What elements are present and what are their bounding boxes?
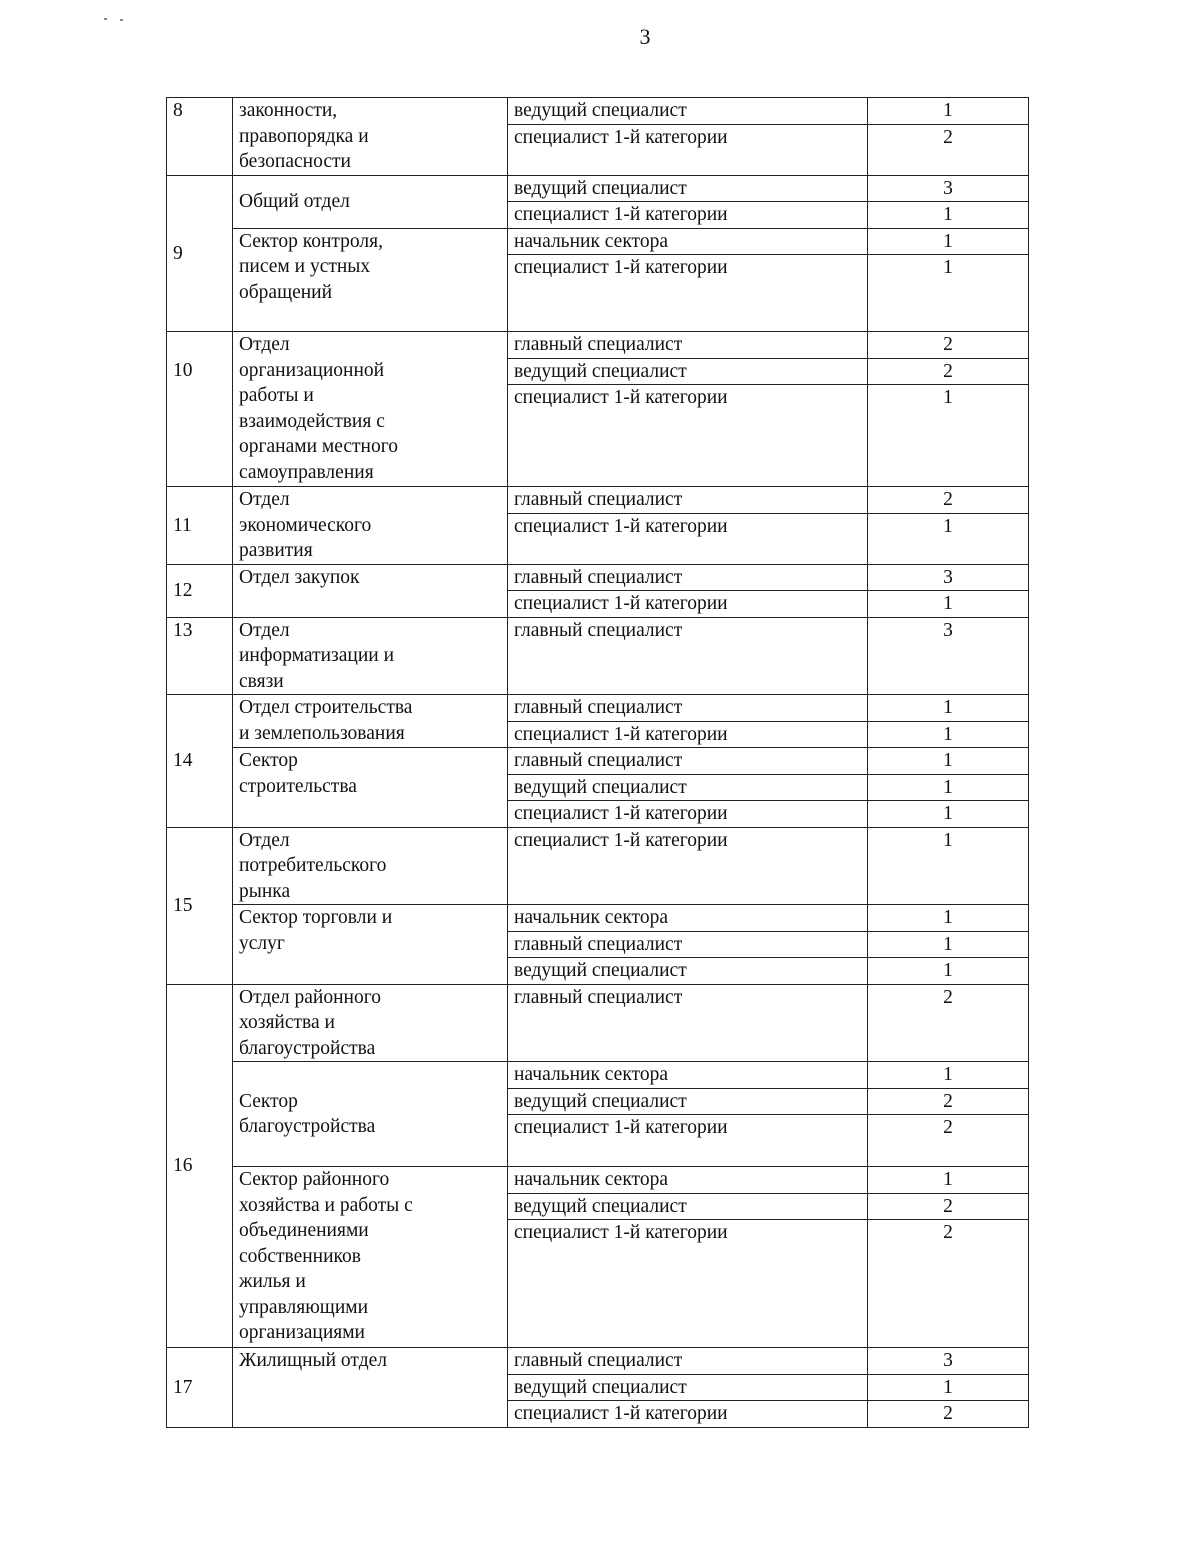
- row-number: 13: [167, 617, 233, 695]
- position-count: 2: [868, 1193, 1029, 1220]
- row-number: 10: [167, 332, 233, 487]
- position-title: специалист 1-й категории: [508, 202, 868, 229]
- position-title: специалист 1-й категории: [508, 513, 868, 564]
- position-title: главный специалист: [508, 1348, 868, 1375]
- position-count: 1: [868, 513, 1029, 564]
- position-count: 1: [868, 827, 1029, 905]
- position-title: главный специалист: [508, 617, 868, 695]
- position-count: 3: [868, 1348, 1029, 1375]
- table-row: [167, 1167, 1029, 1194]
- position-count: 1: [868, 591, 1029, 618]
- position-count: 1: [868, 801, 1029, 828]
- table-row: [167, 827, 1029, 905]
- table-row: [167, 1062, 1029, 1089]
- position-title: ведущий специалист: [508, 98, 868, 125]
- position-title: специалист 1-й категории: [508, 1220, 868, 1348]
- row-number: 9: [167, 175, 233, 332]
- position-count: 2: [868, 1220, 1029, 1348]
- position-count: 1: [868, 202, 1029, 229]
- position-title: главный специалист: [508, 564, 868, 591]
- table-row: [167, 564, 1029, 591]
- department-name: Отдел потребительского рынка: [233, 827, 508, 905]
- position-title: специалист 1-й категории: [508, 255, 868, 332]
- department-name: Общий отдел: [233, 175, 508, 228]
- position-title: ведущий специалист: [508, 175, 868, 202]
- position-count: 2: [868, 332, 1029, 359]
- position-count: 2: [868, 358, 1029, 385]
- position-title: главный специалист: [508, 931, 868, 958]
- position-count: 1: [868, 255, 1029, 332]
- position-count: 1: [868, 1374, 1029, 1401]
- row-number: 8: [167, 98, 233, 176]
- position-title: специалист 1-й категории: [508, 1115, 868, 1167]
- position-title: ведущий специалист: [508, 1193, 868, 1220]
- department-name: Отдел строительства и землепользования: [233, 695, 508, 748]
- department-name: Жилищный отдел: [233, 1348, 508, 1428]
- department-name: Сектор благоустройства: [233, 1062, 508, 1167]
- table-row: [167, 175, 1029, 202]
- department-name: Отдел экономического развития: [233, 487, 508, 565]
- position-count: 3: [868, 617, 1029, 695]
- position-title: ведущий специалист: [508, 958, 868, 985]
- department-name: Отдел организационной работы и взаимодействия с органами местного самоуправления: [233, 332, 508, 487]
- position-count: 1: [868, 695, 1029, 722]
- department-name: Сектор контроля, писем и устных обращений: [233, 228, 508, 332]
- row-number: 14: [167, 695, 233, 828]
- row-number: 11: [167, 487, 233, 565]
- position-count: 2: [868, 124, 1029, 175]
- position-count: 1: [868, 1167, 1029, 1194]
- position-count: 1: [868, 385, 1029, 487]
- scan-speck: [104, 18, 107, 20]
- table-row: [167, 695, 1029, 722]
- row-number: 16: [167, 984, 233, 1348]
- position-count: 1: [868, 905, 1029, 932]
- department-name: Сектор торговли и услуг: [233, 905, 508, 985]
- position-title: главный специалист: [508, 984, 868, 1062]
- table-row: [167, 98, 1029, 125]
- table-row: [167, 487, 1029, 514]
- row-number: 12: [167, 564, 233, 617]
- staffing-table: [166, 97, 1029, 1428]
- position-count: 1: [868, 721, 1029, 748]
- department-name: Сектор строительства: [233, 748, 508, 828]
- position-count: 3: [868, 175, 1029, 202]
- table-row: [167, 984, 1029, 1062]
- position-count: 2: [868, 984, 1029, 1062]
- row-number: 15: [167, 827, 233, 984]
- department-name: Отдел районного хозяйства и благоустройства: [233, 984, 508, 1062]
- position-title: ведущий специалист: [508, 1088, 868, 1115]
- department-name: Отдел закупок: [233, 564, 508, 617]
- position-title: специалист 1-й категории: [508, 827, 868, 905]
- position-title: специалист 1-й категории: [508, 801, 868, 828]
- position-title: начальник сектора: [508, 905, 868, 932]
- position-title: специалист 1-й категории: [508, 385, 868, 487]
- position-title: главный специалист: [508, 332, 868, 359]
- position-count: 1: [868, 1062, 1029, 1089]
- position-title: начальник сектора: [508, 228, 868, 255]
- row-number: 17: [167, 1348, 233, 1428]
- position-title: ведущий специалист: [508, 1374, 868, 1401]
- table-row: [167, 748, 1029, 775]
- position-title: специалист 1-й категории: [508, 591, 868, 618]
- department-name: законности, правопорядка и безопасности: [233, 98, 508, 176]
- position-title: специалист 1-й категории: [508, 1401, 868, 1428]
- position-title: главный специалист: [508, 748, 868, 775]
- position-count: 2: [868, 1401, 1029, 1428]
- table-row: [167, 332, 1029, 359]
- position-title: начальник сектора: [508, 1167, 868, 1194]
- position-title: главный специалист: [508, 695, 868, 722]
- table-row: [167, 228, 1029, 255]
- table-row: [167, 905, 1029, 932]
- position-count: 1: [868, 958, 1029, 985]
- department-name: Отдел информатизации и связи: [233, 617, 508, 695]
- position-title: главный специалист: [508, 487, 868, 514]
- position-count: 1: [868, 774, 1029, 801]
- position-count: 3: [868, 564, 1029, 591]
- staffing-table-body: [167, 98, 1029, 1428]
- position-count: 1: [868, 931, 1029, 958]
- department-name: Сектор районного хозяйства и работы с объединениями собственников жилья и управляющими организациями: [233, 1167, 508, 1348]
- position-count: 1: [868, 748, 1029, 775]
- position-count: 2: [868, 1088, 1029, 1115]
- position-count: 1: [868, 228, 1029, 255]
- position-count: 2: [868, 487, 1029, 514]
- position-title: начальник сектора: [508, 1062, 868, 1089]
- scan-speck: [120, 19, 123, 21]
- position-count: 1: [868, 98, 1029, 125]
- position-title: ведущий специалист: [508, 358, 868, 385]
- page-number: 3: [639, 24, 651, 49]
- table-row: [167, 617, 1029, 695]
- position-count: 2: [868, 1115, 1029, 1167]
- position-title: специалист 1-й категории: [508, 124, 868, 175]
- table-row: [167, 1348, 1029, 1375]
- position-title: специалист 1-й категории: [508, 721, 868, 748]
- position-title: ведущий специалист: [508, 774, 868, 801]
